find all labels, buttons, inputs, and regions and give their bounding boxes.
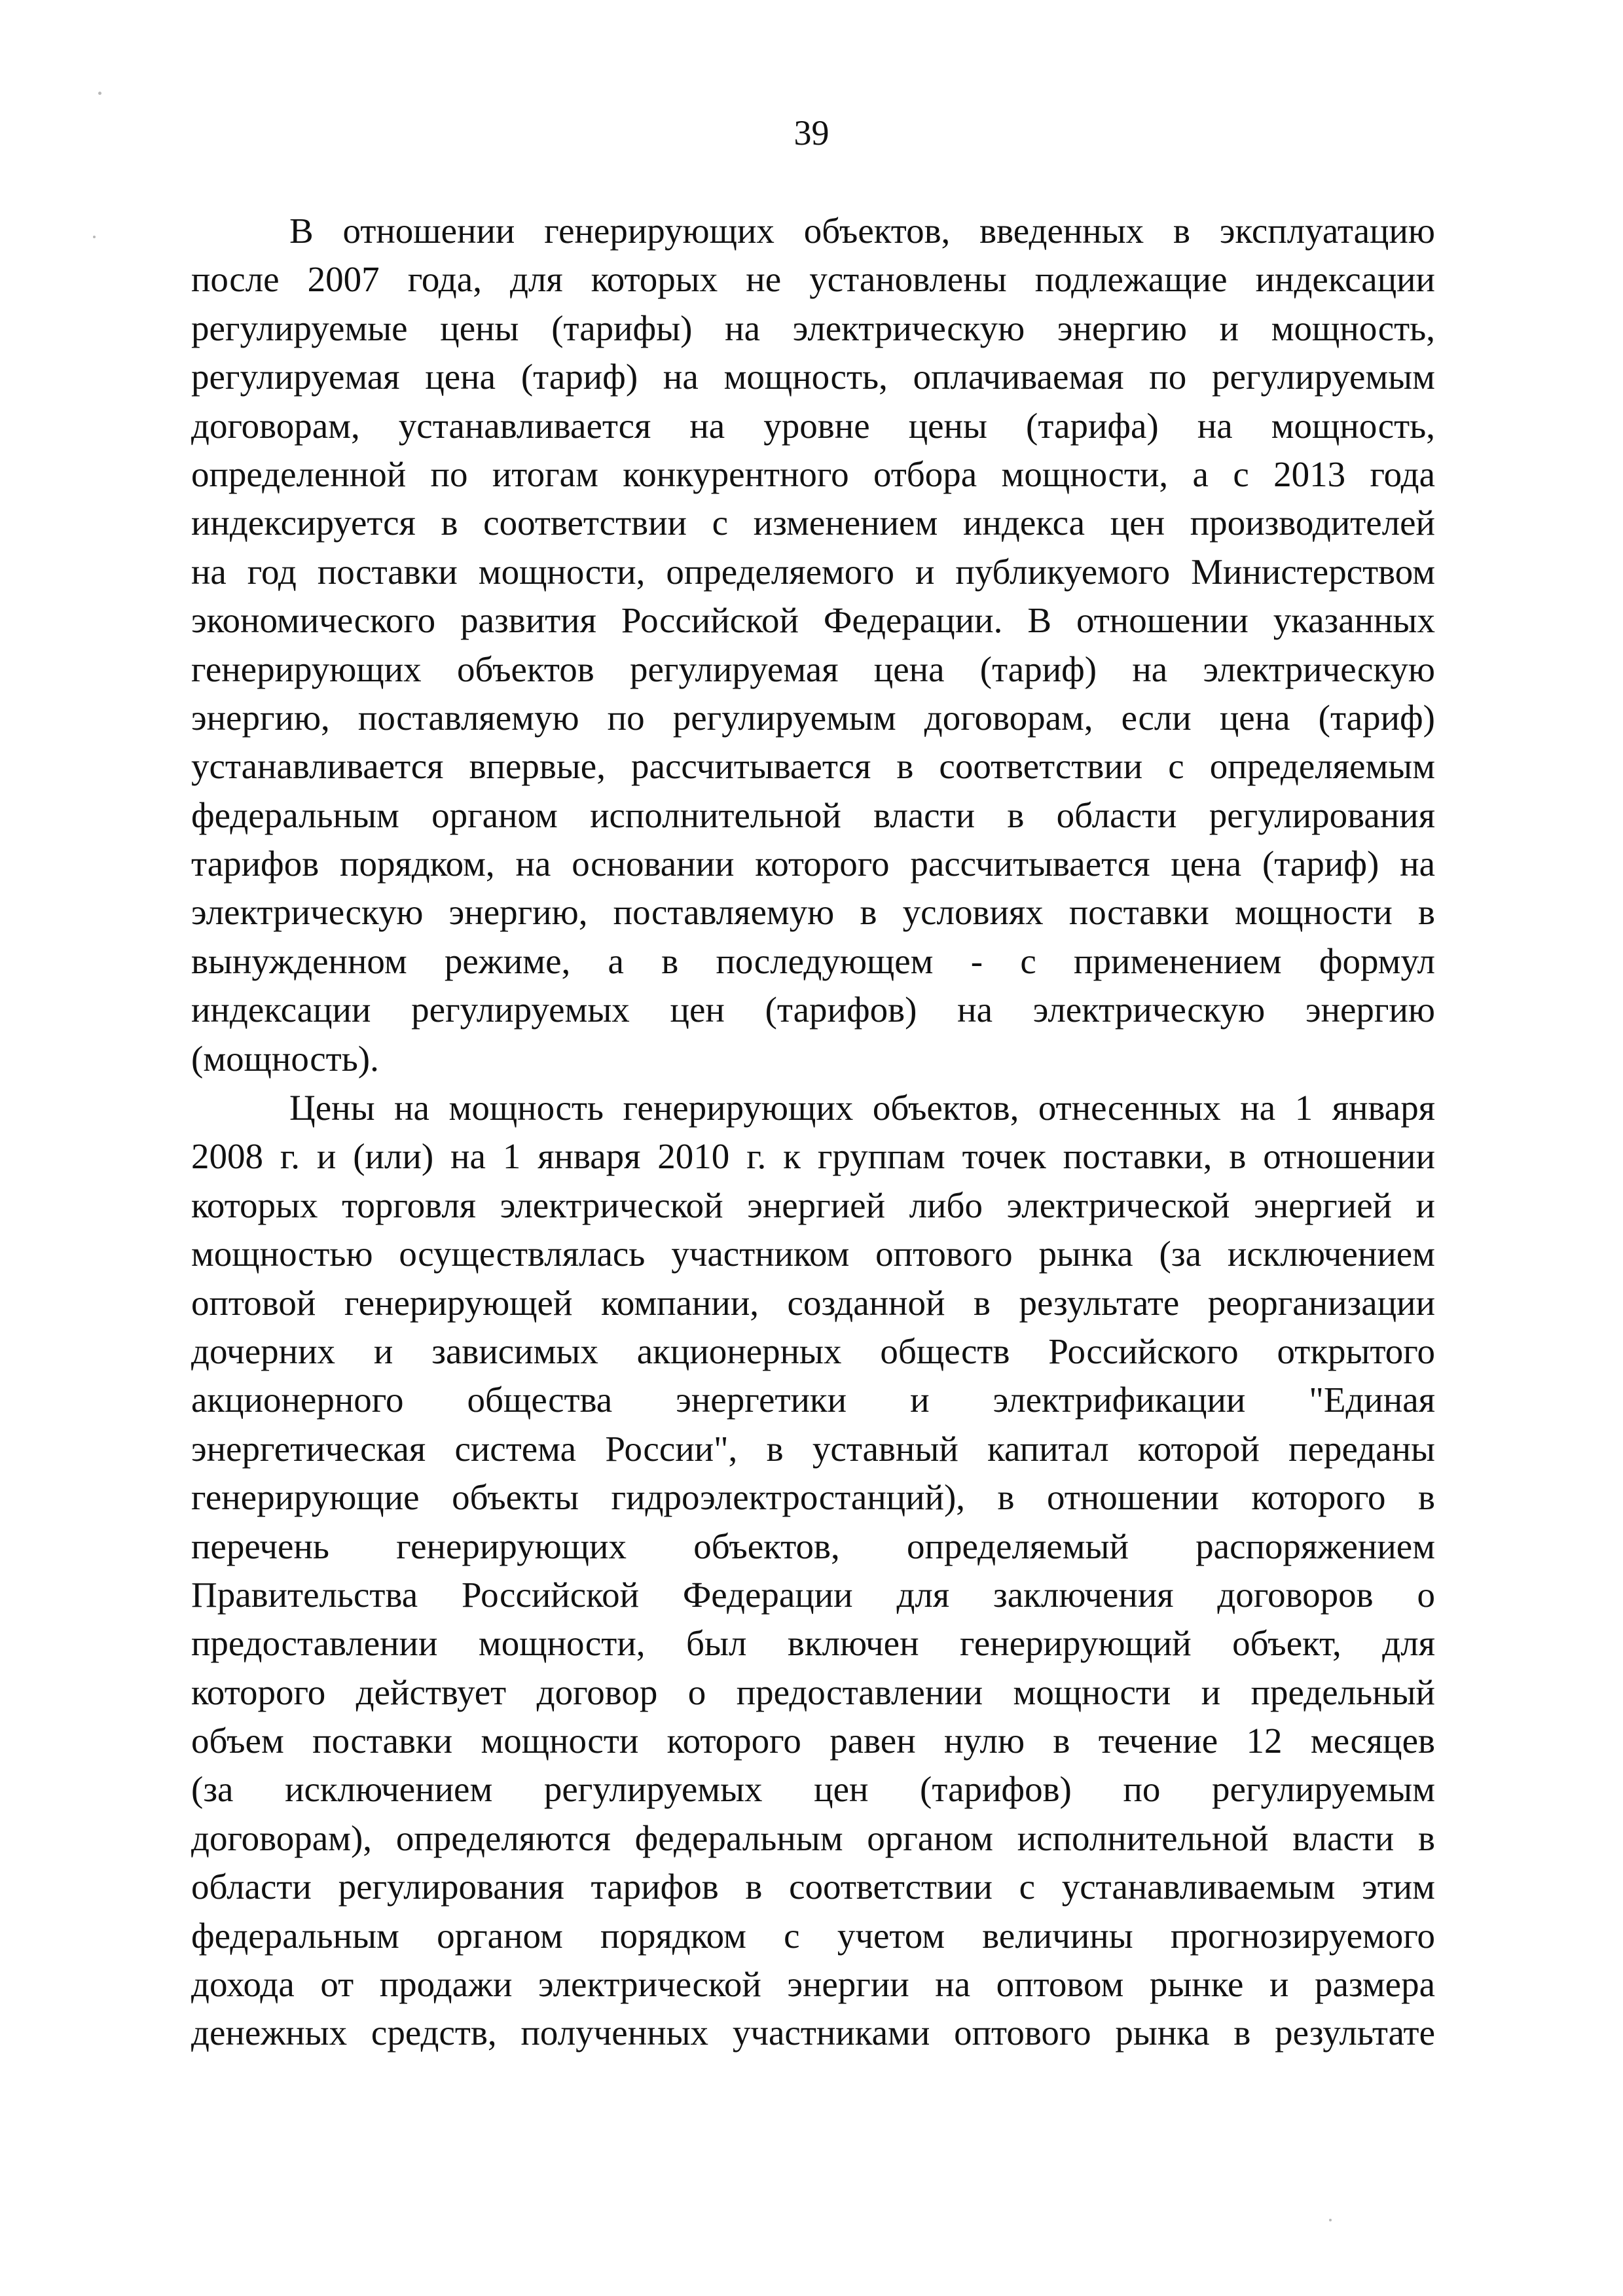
scan-speck bbox=[1329, 2219, 1332, 2221]
text-line: регулируемые цены (тарифы) на электрическую энергию и мощность, bbox=[191, 308, 1435, 348]
text-line: определенной по итогам конкурентного отбора мощности, а с 2013 года bbox=[191, 454, 1435, 494]
text-line: В отношении генерирующих объектов, введенных в эксплуатацию bbox=[289, 211, 1435, 251]
text-line: индексируется в соответствии с изменением индекса цен производителей bbox=[191, 503, 1435, 543]
text-line: регулируемая цена (тариф) на мощность, оплачиваемая по регулируемым bbox=[191, 357, 1435, 397]
text-line: договорам, устанавливается на уровне цены (тарифа) на мощность, bbox=[191, 405, 1435, 446]
text-line: акционерного общества энергетики и электрификации "Единая bbox=[191, 1380, 1435, 1420]
scan-speck bbox=[98, 92, 101, 95]
text-line: мощностью осуществлялась участником оптового рынка (за исключением bbox=[191, 1234, 1435, 1274]
text-line: электрическую энергию, поставляемую в условиях поставки мощности в bbox=[191, 892, 1435, 933]
text-line: оптовой генерирующей компании, созданной в результате реорганизации bbox=[191, 1282, 1435, 1323]
text-line: устанавливается впервые, рассчитывается в соответствии с определяемым bbox=[191, 746, 1435, 787]
scan-speck bbox=[93, 236, 96, 238]
text-line: федеральным органом порядком с учетом величины прогнозируемого bbox=[191, 1915, 1435, 1956]
text-line: экономического развития Российской Федерации. В отношении указанных bbox=[191, 600, 1435, 641]
text-line: области регулирования тарифов в соответствии с устанавливаемым этим bbox=[191, 1867, 1435, 1907]
text-line: тарифов порядком, на основании которого рассчитывается цена (тариф) на bbox=[191, 844, 1435, 884]
text-line: объем поставки мощности которого равен нулю в течение 12 месяцев bbox=[191, 1721, 1435, 1761]
text-line: генерирующие объекты гидроэлектростанций), в отношении которого в bbox=[191, 1477, 1435, 1518]
text-line: 2008 г. и (или) на 1 января 2010 г. к группам точек поставки, в отношении bbox=[191, 1136, 1435, 1177]
text-line: Правительства Российской Федерации для заключения договоров о bbox=[191, 1574, 1435, 1615]
text-line: индексации регулируемых цен (тарифов) на электрическую энергию bbox=[191, 990, 1435, 1030]
page-number: 39 bbox=[793, 113, 830, 152]
text-line: перечень генерирующих объектов, определяемый распоряжением bbox=[191, 1526, 1435, 1566]
text-line: дохода от продажи электрической энергии на оптовом рынке и размера bbox=[191, 1964, 1435, 2005]
text-line: которых торговля электрической энергией либо электрической энергией и bbox=[191, 1185, 1435, 1225]
text-line: дочерних и зависимых акционерных обществ Российского открытого bbox=[191, 1331, 1435, 1371]
text-line: после 2007 года, для которых не установлены подлежащие индексации bbox=[191, 259, 1435, 300]
text-line: Цены на мощность генерирующих объектов, отнесенных на 1 января bbox=[289, 1088, 1435, 1128]
text-line: вынужденном режиме, а в последующем - с применением формул bbox=[191, 941, 1435, 981]
paragraph-1 bbox=[191, 207, 1435, 1083]
text-line: предоставлении мощности, был включен генерирующий объект, для bbox=[191, 1623, 1435, 1664]
text-line: (за исключением регулируемых цен (тарифов) по регулируемым bbox=[191, 1769, 1435, 1810]
text-line: энергетическая система России", в уставный капитал которой переданы bbox=[191, 1428, 1435, 1469]
text-line: генерирующих объектов регулируемая цена (тариф) на электрическую bbox=[191, 649, 1435, 689]
paragraph-2 bbox=[191, 1084, 1435, 2058]
text-line: договорам), определяются федеральным органом исполнительной власти в bbox=[191, 1818, 1435, 1858]
text-line: денежных средств, полученных участниками оптового рынка в результате bbox=[191, 2013, 1435, 2053]
text-line: энергию, поставляемую по регулируемым договорам, если цена (тариф) bbox=[191, 697, 1435, 738]
text-line: (мощность). bbox=[191, 1038, 379, 1079]
text-line: которого действует договор о предоставлении мощности и предельный bbox=[191, 1672, 1435, 1712]
text-line: федеральным органом исполнительной власти в области регулирования bbox=[191, 795, 1435, 835]
text-line: на год поставки мощности, определяемого и публикуемого Министерством bbox=[191, 551, 1435, 592]
